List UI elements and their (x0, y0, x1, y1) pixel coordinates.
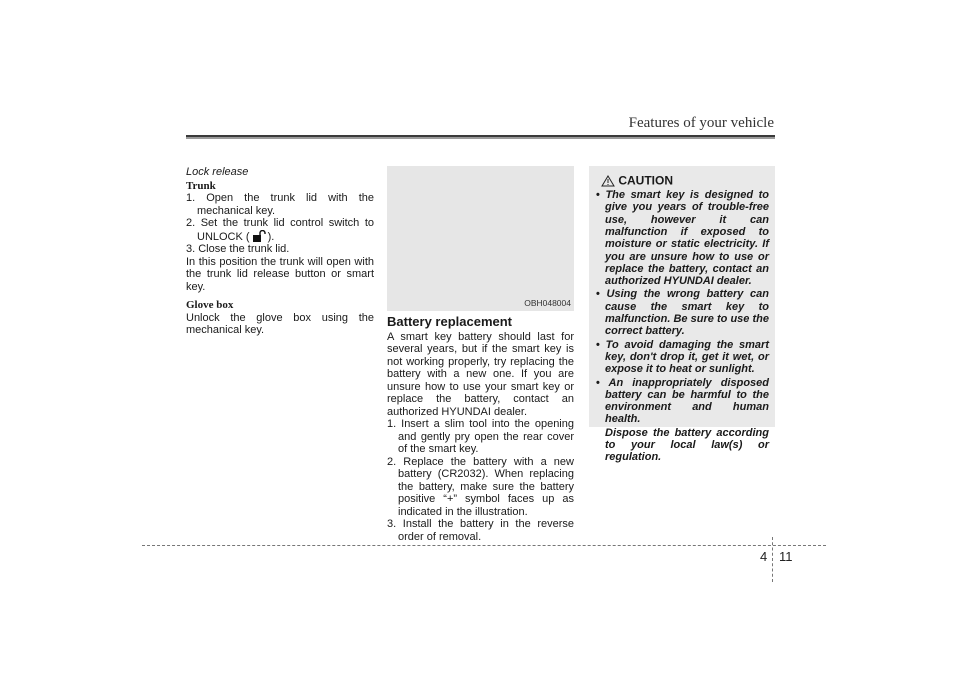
footer-divider (772, 537, 773, 582)
caution-item-3-text: To avoid damaging the smart key, don't drop it, get it wet, or expose it to heat or sunlight. (605, 338, 769, 376)
battery-intro: A smart key battery should last for several years, but if the smart key is not working properly, try replacing the battery with a new one. If you are unsure how to use your smart key or replace the battery, contact an authorized HYUNDAI dealer. (387, 330, 574, 418)
figure-caption: OBH048004 (524, 297, 571, 308)
caution-item-2: • Using the wrong battery can cause the smart key to malfunction. Be sure to use the correct battery. (596, 288, 769, 338)
footer-rule (142, 545, 826, 546)
battery-heading: Battery replacement (387, 314, 512, 329)
caution-item-2-text: Using the wrong battery can cause the smart key to malfunction. Be sure to use the correct battery. (605, 288, 769, 338)
lock-release-subtitle: Lock release (186, 166, 249, 178)
battery-column (387, 166, 574, 543)
trunk-step-2-tail: ). (267, 230, 275, 243)
caution-item-4: • An inappropriately disposed battery can be harmful to the environment and human health. (596, 376, 769, 426)
trunk-step-2 (186, 217, 374, 243)
caution-box (589, 166, 775, 464)
battery-step-2: 2. Replace the battery with a new battery (CR2032). When replacing the battery, make sure the battery positive “+” symbol faces up as indicated in the illustration. (387, 455, 574, 518)
caution-item-1: • The smart key is designed to give you years of trouble-free use, however it can malfunction if exposed to moisture or static electricity. If you are unsure how to use or replace the battery, contact an authorized HYUNDAI dealer. (596, 189, 769, 288)
lock-release-column (186, 166, 374, 337)
header-title: Features of your vehicle (628, 115, 774, 131)
trunk-step-3: 3. Close the trunk lid. (186, 243, 290, 255)
caution-item-1-text: The smart key is designed to give you years of trouble-free use, however it can malfunction if exposed to moisture or static electricity. If you are unsure how to use or replace the battery, contact an authorized HYUNDAI dealer. (605, 189, 769, 288)
caution-disposal-note: Dispose the battery according to your local law(s) or regulation. (605, 426, 769, 464)
caution-item-3: • To avoid damaging the smart key, don't drop it, get it wet, or expose it to heat or sunlight. (596, 338, 769, 376)
smart-key-illustration (387, 166, 574, 311)
trunk-step-2-text: 2. Set the trunk lid control switch to UNLOCK ( (186, 217, 374, 243)
header-rule (186, 135, 775, 139)
caution-title (601, 174, 769, 187)
battery-step-3: 3. Install the battery in the reverse order of removal. (387, 518, 574, 543)
unlock-icon (252, 230, 266, 242)
warning-triangle-icon (601, 175, 615, 187)
battery-step-1: 1. Insert a slim tool into the opening and gently pry open the rear cover of the smart key. (387, 418, 574, 455)
glove-box-heading: Glove box (186, 299, 234, 311)
trunk-note: In this position the trunk will open with the trunk lid release button or smart key. (186, 255, 374, 293)
chapter-number: 4 (760, 549, 768, 564)
caution-column (589, 166, 775, 464)
caution-title-text: CAUTION (618, 173, 674, 188)
trunk-heading: Trunk (186, 179, 216, 192)
caution-item-4-text: An inappropriately disposed battery can be harmful to the environment and human health. (605, 376, 769, 426)
trunk-step-1: 1. Open the trunk lid with the mechanical key. (186, 192, 374, 217)
page-number: 11 (779, 549, 793, 564)
glove-box-text: Unlock the glove box using the mechanical key. (186, 311, 374, 336)
